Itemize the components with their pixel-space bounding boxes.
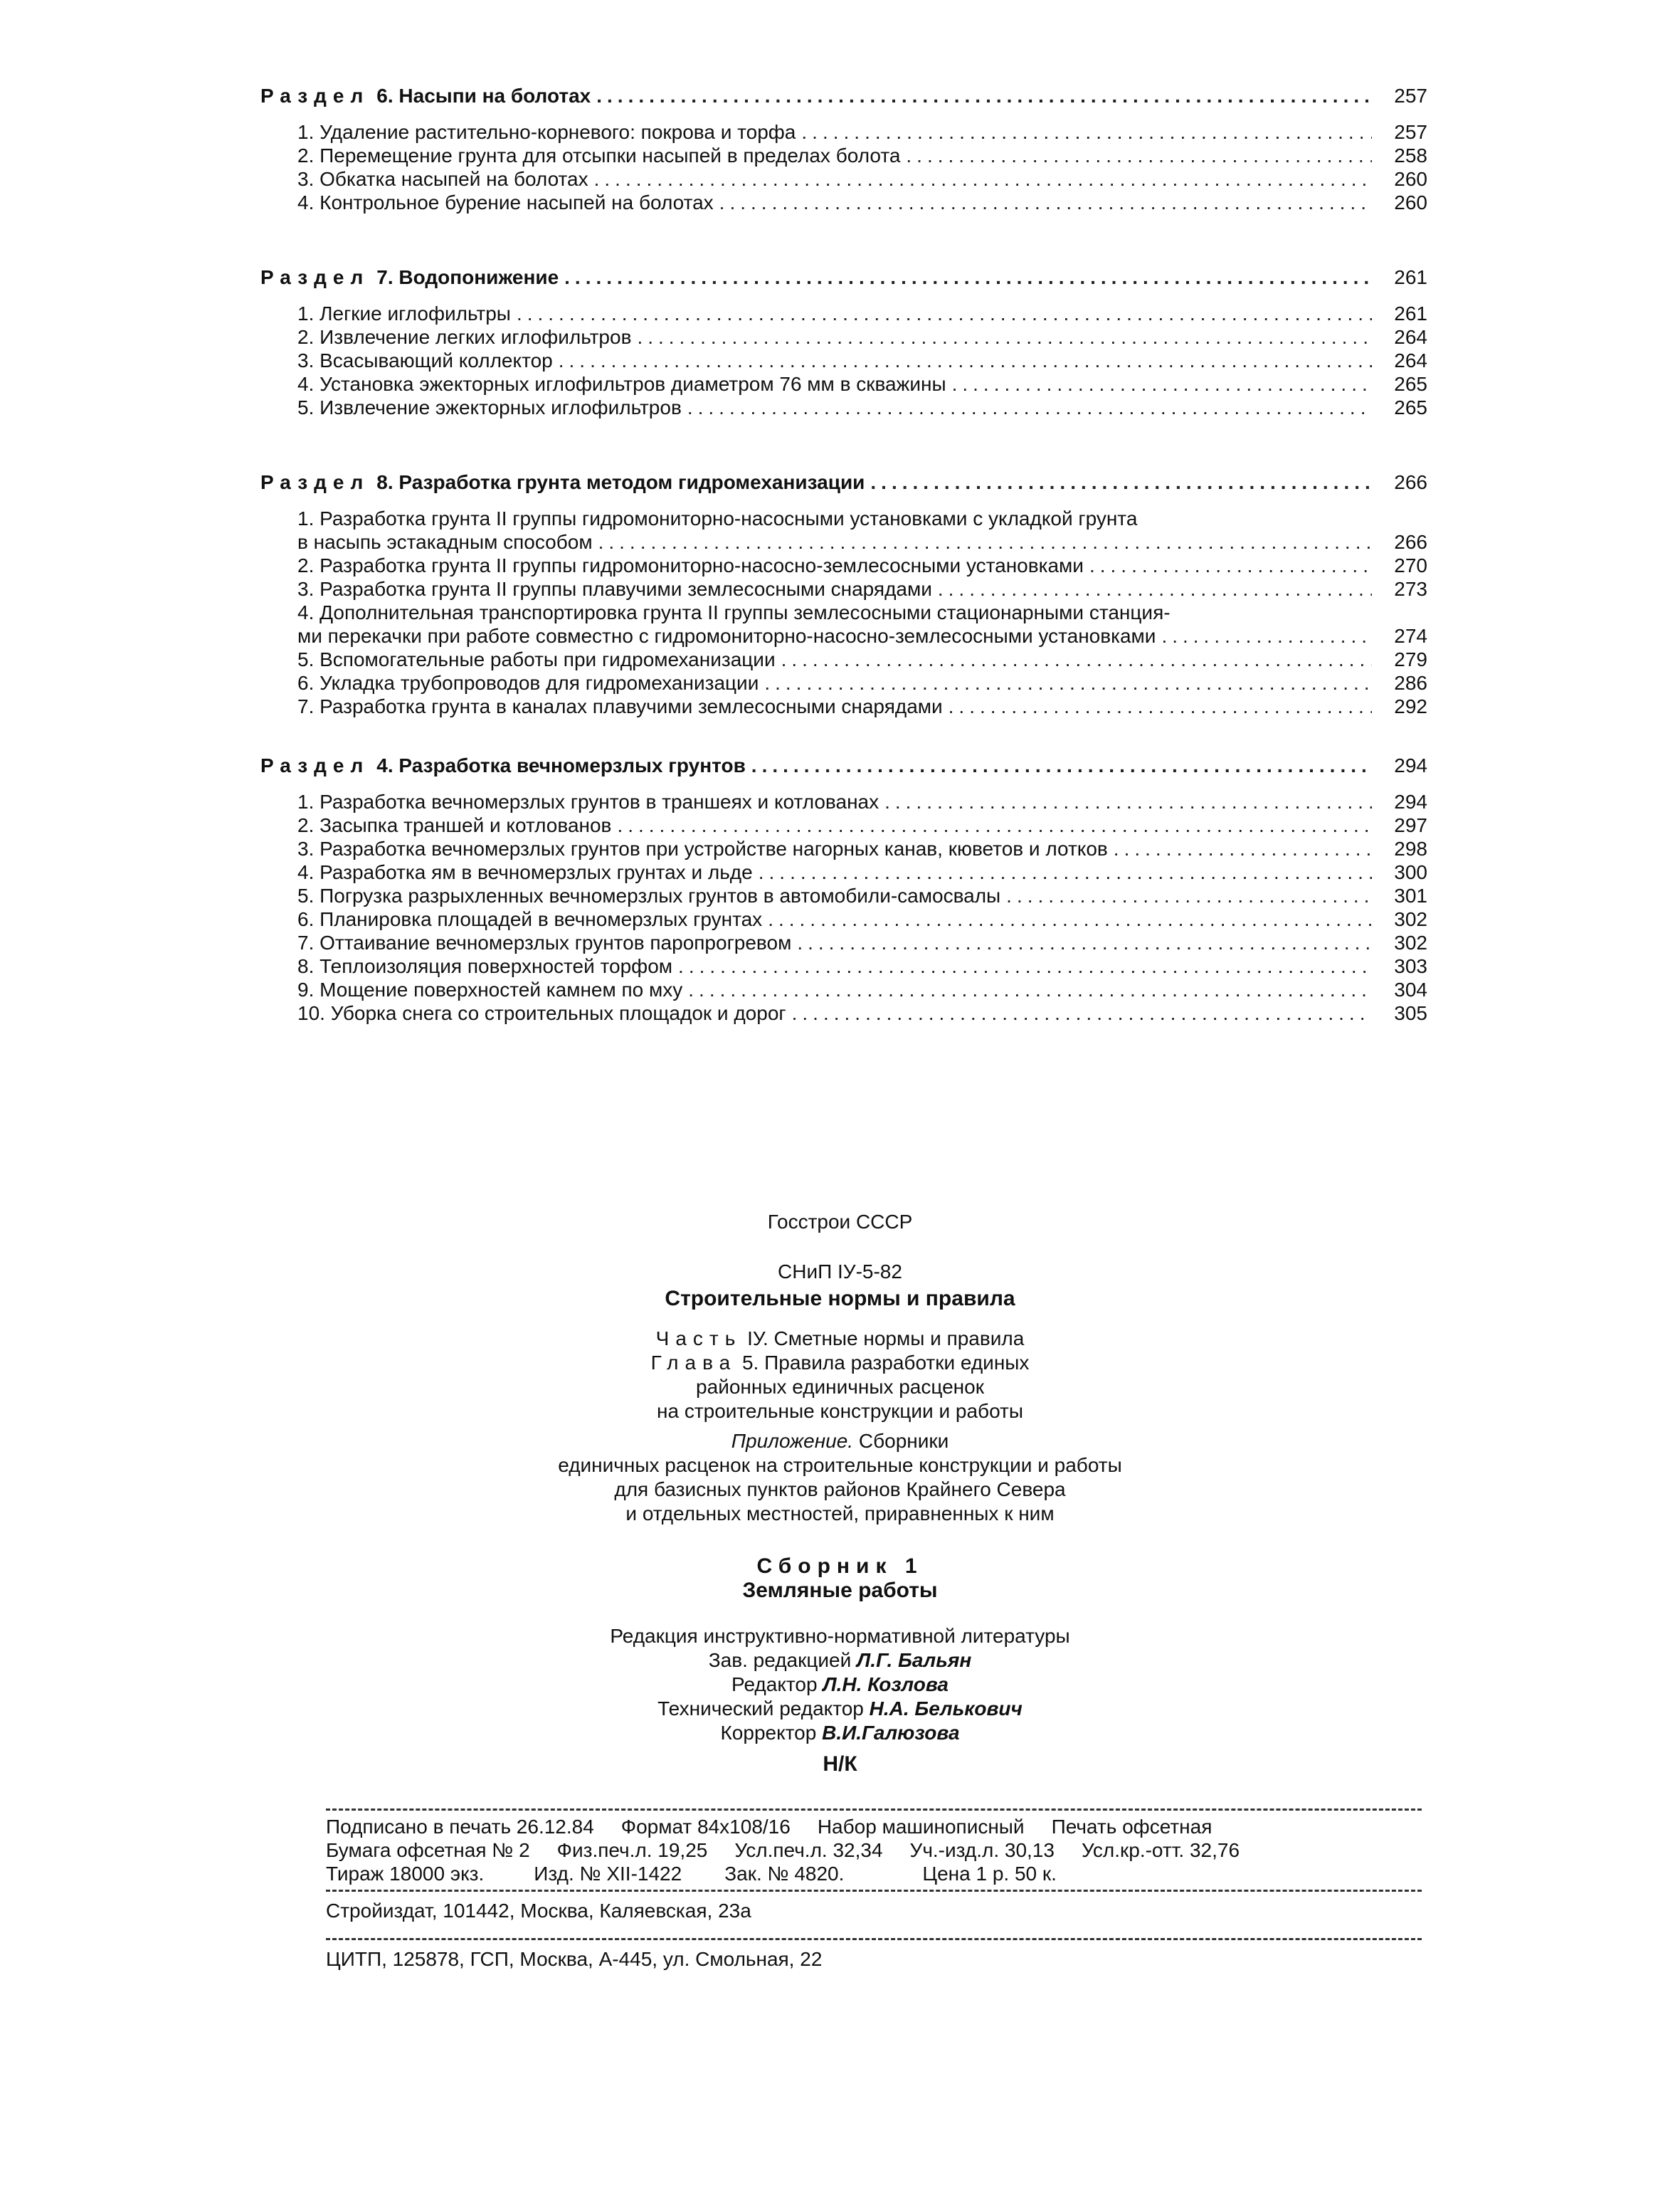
page-number: 292: [1394, 695, 1427, 717]
leader-dots: [906, 144, 1372, 167]
item-text-line1: 1. Разработка грунта II группы гидромониторно-насосными установками с укладкой грунта: [297, 507, 1138, 530]
leader-dots: [687, 396, 1372, 419]
editor-name: Л.Н. Козлова: [823, 1673, 949, 1695]
item-text: 8. Теплоизоляция поверхностей торфом: [297, 955, 673, 977]
editor: [0, 1673, 1680, 1697]
chapter-text: 5. Правила разработки единых: [741, 1352, 1030, 1374]
item-text: 2. Извлечение легких иглофильтров: [297, 326, 632, 348]
item-text: 3. Разработка вечномерзлых грунтов при устройстве нагорных канав, кюветов и лотков: [297, 838, 1108, 860]
toc-item: [297, 554, 1427, 577]
page-number: 302: [1394, 908, 1427, 930]
collection-title: Земляные работы: [742, 1579, 938, 1602]
page-number: 261: [1394, 302, 1427, 325]
toc-item: [297, 931, 1427, 954]
page-number: 303: [1394, 955, 1427, 977]
toc-item: [297, 860, 1427, 884]
leader-dots: [1089, 554, 1372, 577]
colophon-field: Уч.-изд.л. 30,13: [909, 1839, 1055, 1861]
toc-item: [297, 349, 1427, 372]
colophon-field: Изд. № XII-1422: [534, 1863, 682, 1885]
leader-dots: [870, 470, 1372, 494]
toc-item: [297, 907, 1427, 931]
item-text: 3. Всасывающий коллектор: [297, 349, 553, 372]
colophon-field: Цена 1 р. 50 к.: [922, 1863, 1057, 1885]
colophon-row: [326, 1862, 1422, 1885]
page-number: 304: [1394, 979, 1427, 1001]
colophon-row: [326, 1815, 1422, 1838]
colophon-field: Зак. № 4820.: [724, 1863, 845, 1885]
leader-dots: [1006, 884, 1372, 907]
toc-section: [260, 754, 1427, 1025]
organization: Госстрои СССР: [767, 1211, 913, 1233]
item-text: 2. Разработка грунта II группы гидромониторно-насосно-землесосными установками: [297, 554, 1084, 576]
item-text-line1: 4. Дополнительная транспортировка грунта II группы землесосными стационарными станция-: [297, 601, 1171, 623]
page-number: 298: [1394, 838, 1427, 860]
chapter-line-3: на строительные конструкции и работы: [657, 1400, 1023, 1422]
table-of-contents: [260, 84, 1427, 1025]
page-number: 264: [1394, 326, 1427, 348]
page-number: 294: [1394, 791, 1427, 813]
section-word: Раздел: [260, 471, 370, 493]
divider: [326, 1938, 1422, 1940]
leader-dots: [678, 954, 1372, 978]
page-number: 300: [1394, 861, 1427, 883]
item-text: 3. Разработка грунта II группы плавучими землесосными снарядами: [297, 578, 932, 600]
toc-item: [297, 302, 1427, 325]
leader-dots: [938, 577, 1372, 601]
section-word: Раздел: [260, 85, 370, 107]
item-text: 4. Контрольное бурение насыпей на болотах: [297, 191, 714, 214]
section-title: 7. Водопонижение: [376, 266, 559, 288]
page-number: 258: [1394, 144, 1427, 167]
toc-item: [297, 144, 1427, 167]
toc-item: [297, 325, 1427, 349]
toc-item: [297, 884, 1427, 907]
appendix-line: [0, 1429, 1680, 1453]
leader-dots: [1114, 837, 1372, 860]
item-text: 5. Извлечение эжекторных иглофильтров: [297, 396, 682, 418]
section-title: 6. Насыпи на болотах: [376, 85, 591, 107]
item-text: 5. Погрузка разрыхленных вечномерзлых грунтов в автомобили-самосвалы: [297, 885, 1001, 907]
colophon-field: Усл.кр.-отт. 32,76: [1081, 1839, 1240, 1861]
toc-item: [297, 671, 1427, 695]
head-of-office: [0, 1648, 1680, 1673]
editorial-office: Редакция инструктивно-нормативной литературы: [610, 1625, 1070, 1647]
leader-dots: [559, 349, 1372, 372]
item-text: 4. Разработка ям в вечномерзлых грунтах и льде: [297, 861, 753, 883]
section-heading: [260, 84, 1427, 107]
toc-item: [297, 191, 1427, 214]
divider: [326, 1808, 1422, 1811]
page-number: 260: [1394, 168, 1427, 190]
leader-dots: [759, 860, 1372, 884]
toc-section: [260, 265, 1427, 419]
page-number: 301: [1394, 885, 1427, 907]
publisher: [326, 1899, 1422, 1922]
appendix-line-2: единичных расценок на строительные конструкции и работы: [558, 1454, 1122, 1476]
page-number: 274: [1394, 625, 1427, 647]
toc-item: [297, 695, 1427, 718]
colophon-field: Формат 84x108/16: [620, 1816, 791, 1838]
toc-item: [297, 1001, 1427, 1025]
toc-item: [297, 396, 1427, 419]
chapter-line: [0, 1351, 1680, 1375]
toc-item: [297, 120, 1427, 144]
section-heading: [260, 470, 1427, 494]
item-text: в насыпь эстакадным способом: [297, 531, 593, 553]
appendix-text: Сборники: [858, 1430, 949, 1452]
item-text: 9. Мощение поверхностей камнем по мху: [297, 979, 683, 1001]
item-text: 7. Оттаивание вечномерзлых грунтов паропрогревом: [297, 932, 792, 954]
part-line: [0, 1327, 1680, 1351]
technical-editor: [0, 1697, 1680, 1721]
item-text: 4. Установка эжекторных иглофильтров диаметром 76 мм в скважины: [297, 373, 946, 395]
page-number: 266: [1394, 471, 1427, 493]
colophon-field: Бумага офсетная № 2: [326, 1839, 530, 1861]
leader-dots: [598, 530, 1372, 554]
colophon: [326, 1804, 1422, 1971]
toc-section: [260, 470, 1427, 718]
page-number: 265: [1394, 396, 1427, 418]
corrector-label: Корректор: [720, 1722, 817, 1744]
leader-dots: [884, 790, 1372, 814]
leader-dots: [768, 907, 1372, 931]
head-name: Л.Г. Бальян: [857, 1649, 972, 1671]
chapter-word: Глава: [650, 1352, 737, 1374]
appendix-word: Приложение.: [731, 1430, 854, 1452]
colophon-field: Подписано в печать 26.12.84: [326, 1816, 594, 1838]
leader-dots: [564, 265, 1372, 289]
colophon-field: Усл.печ.л. 32,34: [734, 1839, 883, 1861]
section-heading: [260, 265, 1427, 289]
item-text: 5. Вспомогательные работы при гидромеханизации: [297, 648, 776, 670]
page-number: 261: [1394, 266, 1427, 288]
page-number: 266: [1394, 531, 1427, 553]
toc-item: [297, 507, 1427, 554]
page-number: 286: [1394, 672, 1427, 694]
appendix-line-4: и отдельных местностей, приравненных к ним: [625, 1502, 1055, 1525]
item-text: 1. Удаление растительно-корневого: покрова и торфа: [297, 121, 796, 143]
toc-item: [297, 601, 1427, 648]
head-label: Зав. редакцией: [708, 1649, 852, 1671]
page-number: 294: [1394, 754, 1427, 776]
corrector: [0, 1721, 1680, 1745]
appendix-line-3: для базисных пунктов районов Крайнего Севера: [614, 1478, 1066, 1500]
toc-item: [297, 954, 1427, 978]
tech-name: Н.А. Белькович: [869, 1697, 1023, 1720]
leader-dots: [797, 931, 1372, 954]
leader-dots: [596, 84, 1372, 107]
item-text: 2. Засыпка траншей и котлованов: [297, 814, 612, 836]
printer-address: ЦИТП, 125878, ГСП, Москва, А-445, ул. Смольная, 22: [326, 1948, 823, 1970]
item-text: 2. Перемещение грунта для отсыпки насыпей в пределах болота: [297, 144, 901, 167]
page-number: 273: [1394, 578, 1427, 600]
editor-label: Редактор: [731, 1673, 818, 1695]
item-text: 1. Легкие иглофильтры: [297, 302, 511, 325]
toc-item: [297, 167, 1427, 191]
toc-section: [260, 84, 1427, 214]
toc-item: [297, 978, 1427, 1001]
divider: [326, 1890, 1422, 1892]
item-text: 6. Укладка трубопроводов для гидромеханизации: [297, 672, 759, 694]
leader-dots: [637, 325, 1372, 349]
page-number: 257: [1394, 121, 1427, 143]
leader-dots: [1161, 624, 1372, 648]
imprint-block: [0, 1210, 1680, 1776]
item-text: ми перекачки при работе совместно с гидромониторно-насосно-землесосными установками: [297, 625, 1156, 647]
corrector-name: В.И.Галюзова: [822, 1722, 960, 1744]
document-code: СНиП IУ-5-82: [778, 1260, 902, 1283]
publisher-address: Стройиздат, 101442, Москва, Каляевская, 23а: [326, 1900, 751, 1922]
page-number: 265: [1394, 373, 1427, 395]
chapter-line-2: районных единичных расценок: [696, 1376, 984, 1398]
page-number: 305: [1394, 1002, 1427, 1024]
toc-item: [297, 837, 1427, 860]
item-text: 3. Обкатка насыпей на болотах: [297, 168, 588, 190]
toc-item: [297, 648, 1427, 671]
collection-number: Сборник 1: [756, 1554, 924, 1578]
item-text: 10. Уборка снега со строительных площадок и дорог: [297, 1002, 786, 1024]
item-text: 6. Планировка площадей в вечномерзлых грунтах: [297, 908, 763, 930]
part-word: Часть: [655, 1327, 742, 1349]
toc-item: [297, 372, 1427, 396]
nk-mark: Н/К: [823, 1752, 857, 1776]
tech-label: Технический редактор: [657, 1697, 864, 1720]
leader-dots: [688, 978, 1372, 1001]
part-text: IУ. Сметные нормы и правила: [747, 1327, 1025, 1349]
section-title: 8. Разработка грунта методом гидромеханизации: [376, 471, 865, 493]
page-number: 264: [1394, 349, 1427, 372]
page-number: 257: [1394, 85, 1427, 107]
leader-dots: [792, 1001, 1372, 1025]
leader-dots: [801, 120, 1372, 144]
leader-dots: [751, 754, 1372, 777]
leader-dots: [781, 648, 1372, 671]
colophon-row: [326, 1838, 1422, 1862]
item-text: 1. Разработка вечномерзлых грунтов в траншеях и котлованах: [297, 791, 879, 813]
colophon-field: Физ.печ.л. 19,25: [556, 1839, 708, 1861]
section-title: 4. Разработка вечномерзлых грунтов: [376, 754, 746, 776]
document-title: Строительные нормы и правила: [665, 1287, 1015, 1310]
toc-item: [297, 814, 1427, 837]
page-number: 260: [1394, 191, 1427, 214]
leader-dots: [594, 167, 1372, 191]
section-heading: [260, 754, 1427, 777]
printer: [326, 1947, 1422, 1971]
item-text: 7. Разработка грунта в каналах плавучими землесосными снарядами: [297, 695, 943, 717]
leader-dots: [764, 671, 1372, 695]
page-number: 297: [1394, 814, 1427, 836]
section-word: Раздел: [260, 266, 370, 288]
leader-dots: [949, 695, 1372, 718]
colophon-field: Печать офсетная: [1051, 1816, 1213, 1838]
section-word: Раздел: [260, 754, 370, 776]
page-number: 302: [1394, 932, 1427, 954]
toc-item: [297, 790, 1427, 814]
leader-dots: [617, 814, 1372, 837]
leader-dots: [719, 191, 1372, 214]
colophon-field: Тираж 18000 экз.: [326, 1863, 485, 1885]
page-number: 279: [1394, 648, 1427, 670]
page-number: 270: [1394, 554, 1427, 576]
leader-dots: [517, 302, 1372, 325]
leader-dots: [952, 372, 1372, 396]
toc-item: [297, 577, 1427, 601]
colophon-field: Набор машинописный: [817, 1816, 1025, 1838]
